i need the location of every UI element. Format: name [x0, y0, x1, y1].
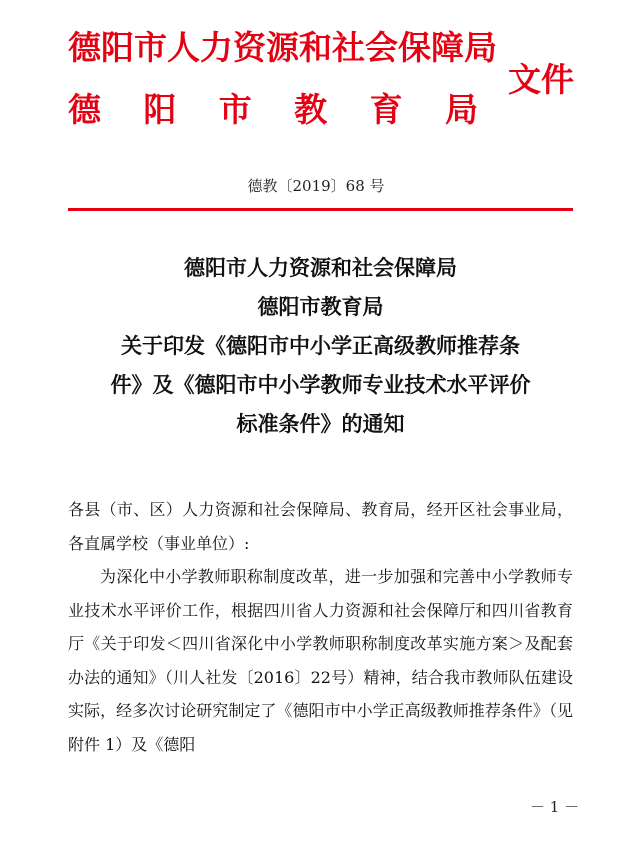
issuer-char: 阳 [143, 90, 177, 129]
issuer-char: 育 [369, 90, 403, 129]
document-title [68, 248, 573, 443]
recipients-paragraph: 各县（市、区）人力资源和社会保障局、教育局，经开区社会事业局，各直属学校（事业单位）: [68, 500, 573, 553]
red-divider-line [68, 208, 573, 211]
title-line: 关于印发《德阳市中小学正高级教师推荐条 [121, 333, 520, 358]
issuer-name-education-bureau [68, 84, 478, 131]
document-type-label: 文件 [508, 60, 574, 99]
document-body [68, 493, 573, 761]
issuer-name-hr-bureau: 德阳市人力资源和社会保障局 [68, 28, 497, 67]
document-header [68, 12, 578, 132]
body-paragraph: 为深化中小学教师职称制度改革，进一步加强和完善中小学教师专业技术水平评价工作，根据四川省人力资源和社会保障厅和四川省教育厅《关于印发＜四川省深化中小学教师职称制度改革实施方案＞及配套办法的通知》（川人社发〔2016〕22号）精神，结合我市教师队伍建设实际，经多次讨论研究制定了《德阳市中小学正高级教师推荐条件》（见附件 1）及《德阳 [68, 567, 573, 754]
issuer-char: 市 [218, 90, 252, 129]
page-number: － 1 － [530, 798, 580, 816]
document-number: 德教〔2019〕68 号 [247, 177, 385, 195]
issuer-char: 教 [294, 90, 328, 129]
issuer-char: 局 [444, 90, 478, 129]
title-line: 德阳市人力资源和社会保障局 [184, 255, 457, 280]
title-line: 德阳市教育局 [257, 294, 384, 319]
issuer-char: 德 [68, 90, 101, 129]
title-line: 标准条件》的通知 [236, 411, 405, 436]
title-line: 件》及《德阳市中小学教师专业技术水平评价 [110, 372, 531, 397]
